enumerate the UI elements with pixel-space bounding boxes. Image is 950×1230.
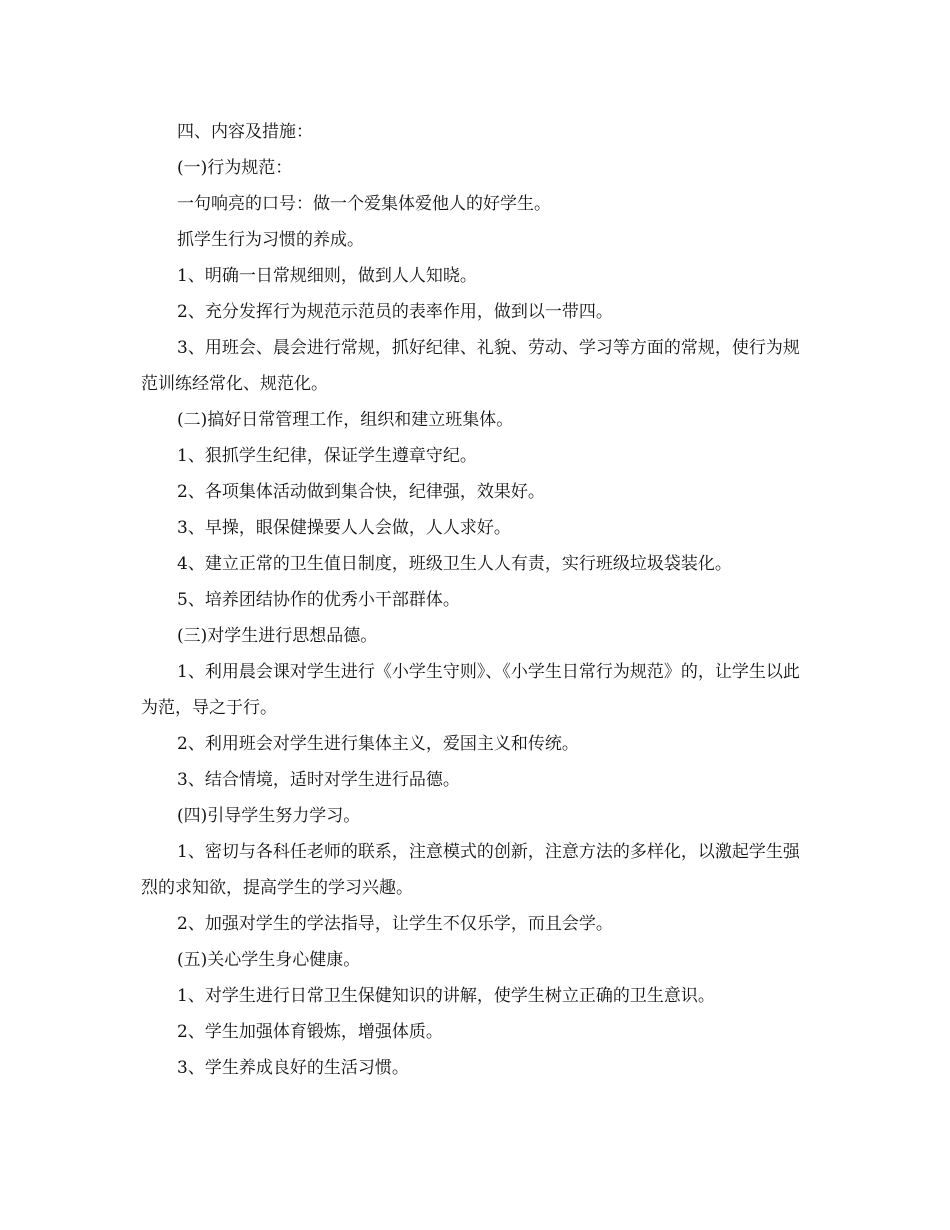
list-item: 2、学生加强体育锻炼，增强体质。 — [177, 1022, 443, 1042]
list-item: 1、对学生进行日常卫生保健知识的讲解，使学生树立正确的卫生意识。 — [177, 986, 715, 1006]
list-item: 1、利用晨会课对学生进行《小学生守则》、《小学生日常行为规范》的，让学生以此为范，导之于行。 — [141, 662, 800, 718]
list-item: 3、结合情境，适时对学生进行品德。 — [177, 770, 460, 790]
list-item: 1、明确一日常规细则，做到人人知晓。 — [177, 266, 477, 286]
list-item: 3、用班会、晨会进行常规，抓好纪律、礼貌、劳动、学习等方面的常规，使行为规范训练经常化、规范化。 — [141, 338, 800, 394]
list-item: 2、加强对学生的学法指导，让学生不仅乐学，而且会学。 — [177, 914, 613, 934]
list-item: 1、密切与各科任老师的联系，注意模式的创新，注意方法的多样化，以激起学生强烈的求知欲，提高学生的学习兴趣。 — [141, 842, 800, 898]
document-body — [141, 114, 806, 1086]
list-item: 2、利用班会对学生进行集体主义，爱国主义和传统。 — [177, 734, 579, 754]
paragraph: 抓学生行为习惯的养成。 — [177, 230, 364, 250]
subsection-heading: (五)关心学生身心健康。 — [177, 950, 361, 970]
section-heading: 四、内容及措施： — [177, 122, 313, 142]
list-item: 5、培养团结协作的优秀小干部群体。 — [177, 590, 460, 610]
paragraph: 一句响亮的口号：做一个爱集体爱他人的好学生。 — [177, 194, 551, 214]
list-item: 3、学生养成良好的生活习惯。 — [177, 1058, 409, 1078]
subsection-heading: (一)行为规范： — [177, 158, 293, 178]
list-item: 3、早操，眼保健操要人人会做，人人求好。 — [177, 518, 511, 538]
list-item: 2、各项集体活动做到集合快，纪律强，效果好。 — [177, 482, 545, 502]
subsection-heading: (四)引导学生努力学习。 — [177, 806, 361, 826]
list-item: 2、充分发挥行为规范示范员的表率作用，做到以一带四。 — [177, 302, 613, 322]
list-item: 1、狠抓学生纪律，保证学生遵章守纪。 — [177, 446, 477, 466]
list-item: 4、建立正常的卫生值日制度，班级卫生人人有责，实行班级垃圾袋装化。 — [177, 554, 732, 574]
subsection-heading: (二)搞好日常管理工作，组织和建立班集体。 — [177, 410, 514, 430]
subsection-heading: (三)对学生进行思想品德。 — [177, 626, 378, 646]
